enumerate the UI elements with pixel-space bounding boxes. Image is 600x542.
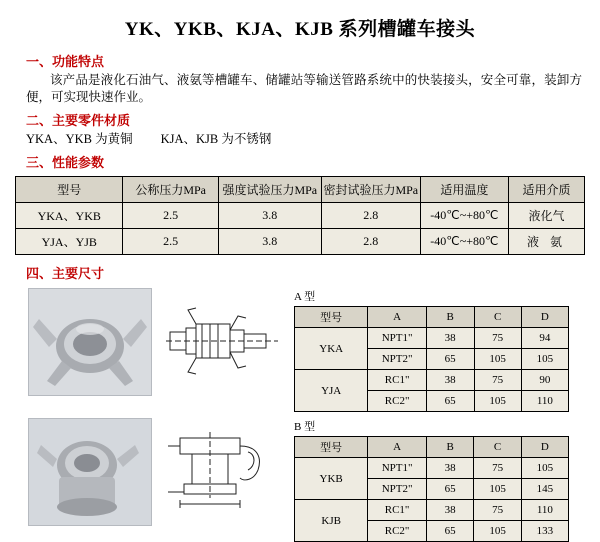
cell-c: 105 <box>474 391 521 412</box>
section-heading-performance: 三、性能参数 <box>26 155 105 170</box>
cell-d: 105 <box>521 458 568 479</box>
cell-c: 105 <box>474 479 521 500</box>
cell-d: 133 <box>521 521 568 542</box>
cell-b: 65 <box>426 521 474 542</box>
cell-medium: 液 氨 <box>508 229 584 255</box>
table-row <box>295 370 569 391</box>
cell-temperature: -40℃~+80℃ <box>420 229 508 255</box>
cell-a: NPT2" <box>368 479 427 500</box>
th-c: C <box>474 307 521 328</box>
dimension-table-a <box>294 306 569 412</box>
table-header-row <box>295 307 569 328</box>
coupling-drawing-a <box>162 288 282 394</box>
section-heading-features: 一、功能特点 <box>26 54 105 69</box>
th-strength-test-pressure: 强度试验压力MPa <box>218 177 321 203</box>
th-model: 型号 <box>295 307 368 328</box>
cell-seal-test-pressure: 2.8 <box>321 229 420 255</box>
dimension-row-a <box>8 288 592 412</box>
materials-line <box>26 131 582 148</box>
performance-table <box>15 176 585 255</box>
th-b: B <box>426 307 474 328</box>
table-header-row <box>295 437 569 458</box>
cell-b: 65 <box>426 391 474 412</box>
cell-medium: 液化气 <box>508 203 584 229</box>
th-a: A <box>368 307 427 328</box>
th-medium: 适用介质 <box>508 177 584 203</box>
cell-b: 38 <box>426 500 474 521</box>
cell-c: 75 <box>474 370 521 391</box>
cell-seal-test-pressure: 2.8 <box>321 203 420 229</box>
materials-right: KJA、KJB 为不锈钢 <box>160 132 272 146</box>
coupling-drawing-b <box>162 418 282 524</box>
cell-strength-test-pressure: 3.8 <box>218 203 321 229</box>
cell-b: 38 <box>426 458 474 479</box>
cell-a: RC1" <box>368 370 427 391</box>
cell-d: 90 <box>521 370 568 391</box>
features-paragraph: 该产品是液化石油气、液氨等槽罐车、储罐站等输送管路系统中的快装接头，安全可靠，装卸方便，可实现快速作业。 <box>26 73 582 104</box>
th-d: D <box>521 437 568 458</box>
cell-c: 105 <box>474 521 521 542</box>
cell-c: 75 <box>474 500 521 521</box>
cell-a: NPT1" <box>368 328 427 349</box>
cell-model: KJB <box>295 500 368 542</box>
coupling-photo-b <box>28 418 152 526</box>
cell-a: RC2" <box>368 521 427 542</box>
th-model: 型号 <box>16 177 123 203</box>
section-heading-dimensions: 四、主要尺寸 <box>26 266 105 281</box>
document-page <box>0 14 600 537</box>
table-row <box>16 203 585 229</box>
dimension-table-b-wrap <box>294 418 569 542</box>
cell-d: 105 <box>521 349 568 370</box>
page-title: YK、YKB、KJA、KJB 系列槽罐车接头 <box>124 19 476 40</box>
table-row <box>295 500 569 521</box>
table-row <box>16 229 585 255</box>
cell-nominal-pressure: 2.5 <box>123 203 218 229</box>
dimension-table-a-label: A 型 <box>294 291 316 303</box>
cell-a: NPT2" <box>368 349 427 370</box>
coupling-photo-a <box>28 288 152 396</box>
cell-b: 38 <box>426 328 474 349</box>
cell-model: YKA、YKB <box>16 203 123 229</box>
dimensions-section <box>8 288 592 542</box>
cell-model: YJA <box>295 370 368 412</box>
cell-d: 94 <box>521 328 568 349</box>
cell-temperature: -40℃~+80℃ <box>420 203 508 229</box>
cell-b: 65 <box>426 349 474 370</box>
cell-model: YKB <box>295 458 368 500</box>
th-temperature: 适用温度 <box>420 177 508 203</box>
cell-d: 110 <box>521 391 568 412</box>
dimension-table-b-label: B 型 <box>294 421 316 433</box>
table-row <box>295 328 569 349</box>
cell-c: 105 <box>474 349 521 370</box>
cell-d: 145 <box>521 479 568 500</box>
cell-a: NPT1" <box>368 458 427 479</box>
cell-b: 65 <box>426 479 474 500</box>
th-nominal-pressure: 公称压力MPa <box>123 177 218 203</box>
th-c: C <box>474 437 521 458</box>
materials-left: YKA、YKB 为黄铜 <box>26 132 133 146</box>
cell-b: 38 <box>426 370 474 391</box>
cell-d: 110 <box>521 500 568 521</box>
cell-a: RC1" <box>368 500 427 521</box>
th-seal-test-pressure: 密封试验压力MPa <box>321 177 420 203</box>
cell-c: 75 <box>474 328 521 349</box>
dimension-table-a-wrap <box>294 288 569 412</box>
th-d: D <box>521 307 568 328</box>
cell-strength-test-pressure: 3.8 <box>218 229 321 255</box>
th-b: B <box>426 437 474 458</box>
table-header-row <box>16 177 585 203</box>
dimension-row-b <box>8 418 592 542</box>
cell-model: YJA、YJB <box>16 229 123 255</box>
cell-c: 75 <box>474 458 521 479</box>
dimension-table-b <box>294 436 569 542</box>
table-row <box>295 458 569 479</box>
cell-a: RC2" <box>368 391 427 412</box>
th-model: 型号 <box>295 437 368 458</box>
cell-nominal-pressure: 2.5 <box>123 229 218 255</box>
cell-model: YKA <box>295 328 368 370</box>
th-a: A <box>368 437 427 458</box>
section-heading-materials: 二、主要零件材质 <box>26 113 131 128</box>
